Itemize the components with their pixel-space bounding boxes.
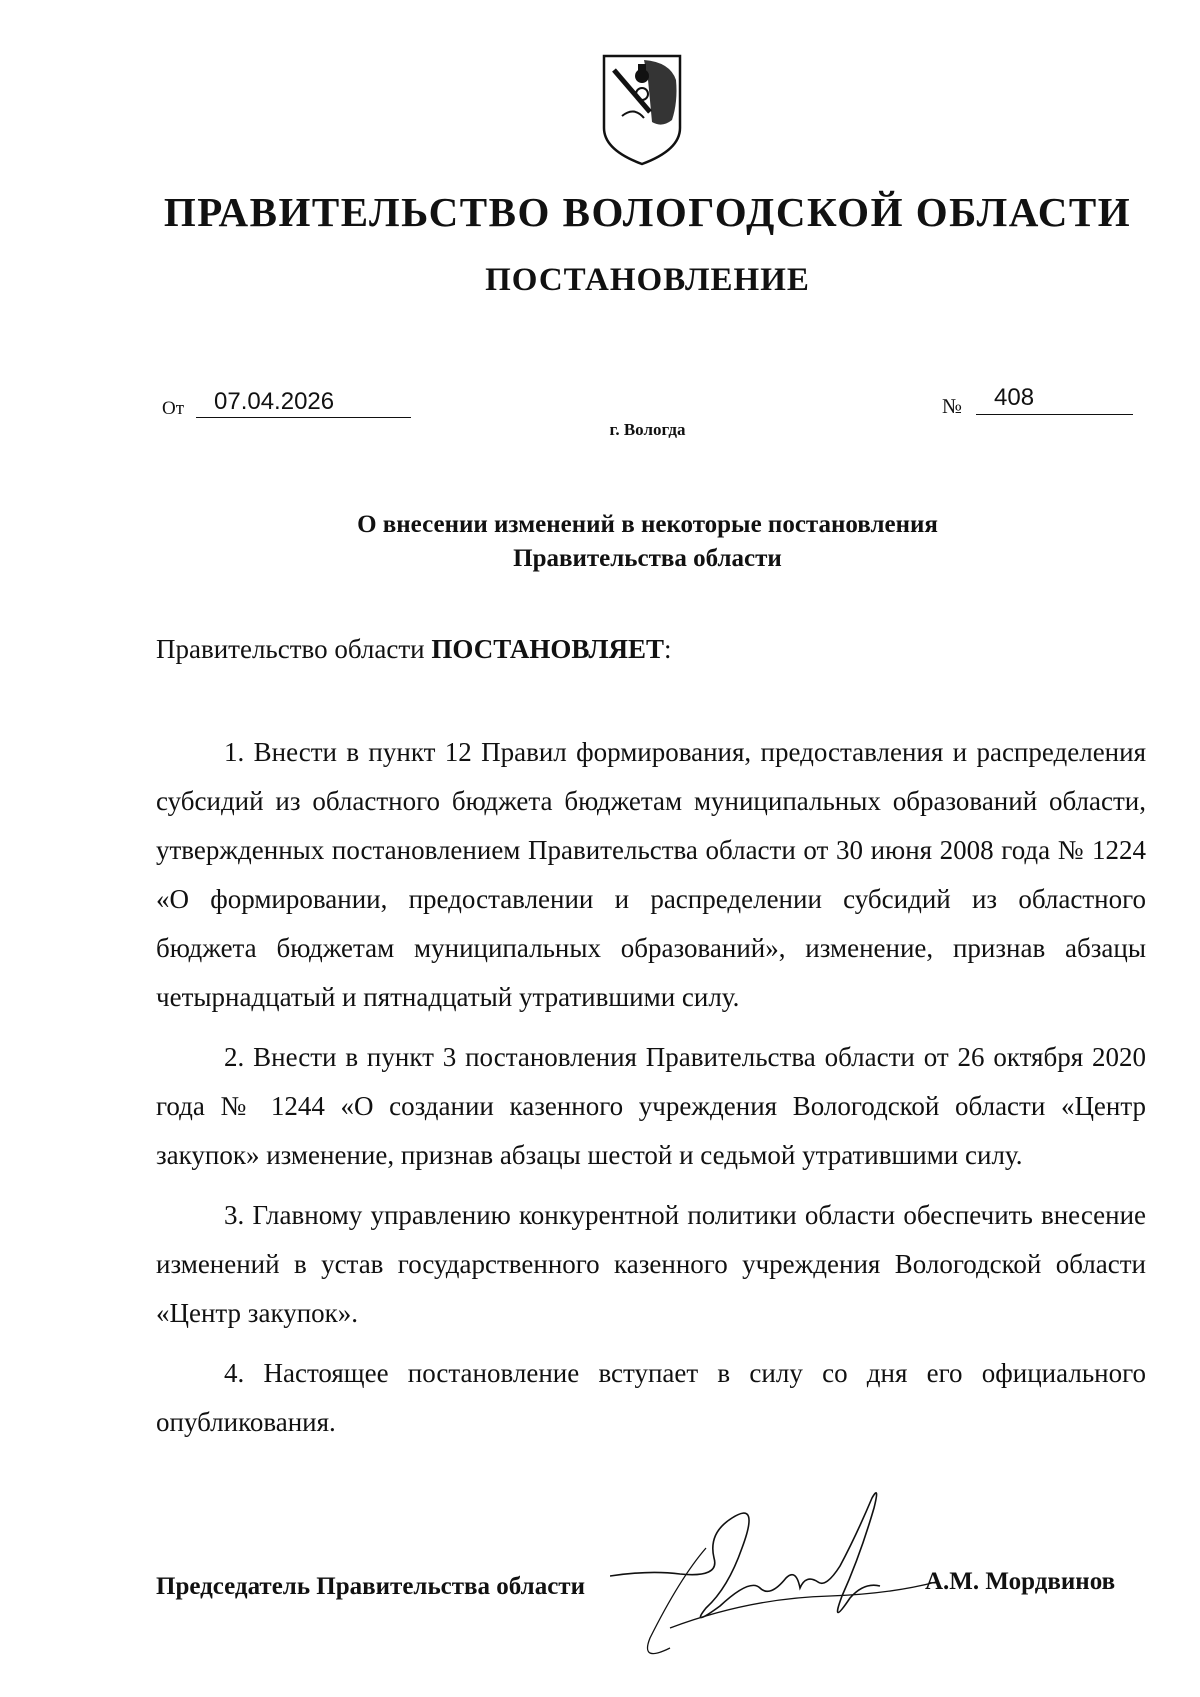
- date-underline: [196, 417, 411, 418]
- document-type: ПОСТАНОВЛЕНИЕ: [485, 262, 810, 298]
- city-label: г. Вологда: [609, 420, 686, 439]
- signer-name: А.М. Мордвинов: [925, 1568, 1116, 1595]
- decree-intro: [156, 634, 672, 665]
- coat-of-arms-icon: [600, 50, 684, 168]
- subject-line-2: Правительства области: [513, 545, 782, 572]
- decree-items: [156, 728, 1146, 1458]
- date-prefix: От: [162, 398, 185, 419]
- document-number: 408: [994, 384, 1035, 411]
- handwritten-signature-icon: [610, 1478, 940, 1673]
- number-prefix: №: [942, 394, 963, 418]
- decree-intro-colon: :: [663, 634, 672, 664]
- organization-title: ПРАВИТЕЛЬСТВО ВОЛОГОДСКОЙ ОБЛАСТИ: [163, 189, 1132, 235]
- document-subject: [150, 508, 1145, 576]
- decree-item-4: 4. Настоящее постановление вступает в силу со дня его официального опубликования.: [156, 1358, 1146, 1437]
- decree-item-3: 3. Главному управлению конкурентной политики области обеспечить внесение изменений в устав государственного казенного учреждения Вологодской области «Центр закупок».: [156, 1200, 1146, 1328]
- document-date: 07.04.2026: [214, 388, 335, 415]
- number-underline: [976, 414, 1133, 415]
- decree-item-1: 1. Внести в пункт 12 Правил формирования, предоставления и распределения субсидий из областного бюджета бюджетам муниципальных образований области, утвержденных постановлением Правительства области от 30 июня 2008 года № 1224 «О формировании, предоставлении и распределении субсидий из областного бюджета бюджетам муниципальных образований», изменение, признав абзацы четырнадцатый и пятнадцатый утратившими силу.: [156, 737, 1146, 1012]
- signer-title: Председатель Правительства области: [156, 1573, 585, 1600]
- decree-item-2: 2. Внести в пункт 3 постановления Правительства области от 26 октября 2020 года № 1244 «О создании казенного учреждения Вологодской области «Центр закупок» изменение, признав абзацы шестой и седьмой утратившими силу.: [156, 1042, 1146, 1170]
- decree-intro-text: Правительство области: [156, 634, 425, 664]
- subject-line-1: О внесении изменений в некоторые постановления: [357, 511, 938, 538]
- decree-intro-verb: ПОСТАНОВЛЯЕТ: [431, 634, 664, 664]
